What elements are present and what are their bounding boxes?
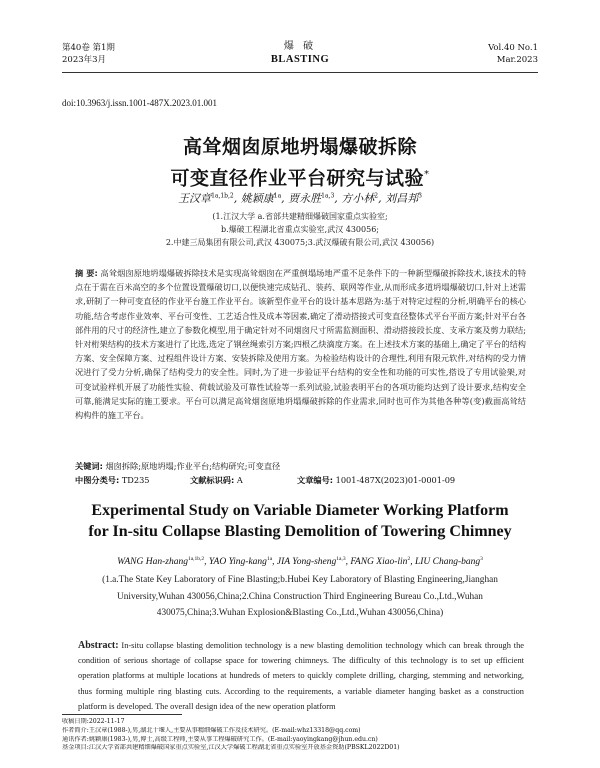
fund-mark: * xyxy=(424,169,430,180)
author-cn: 王汉章 xyxy=(178,192,212,205)
title-en-line2: for In-situ Collapse Blasting Demolition of Towering Chimney xyxy=(88,523,512,540)
doc-code-label: 文献标识码: xyxy=(190,475,235,485)
doc-code-value: A xyxy=(236,475,243,485)
author-cn: 刘昌邦 xyxy=(385,192,419,205)
abstract-en-label: Abstract: xyxy=(78,640,119,651)
footnote-funding: 基金项目:江汉大学省部共建精细爆破国家重点实验室,江汉大学爆破工程湖北省重点实验室开放基金资助(PBSKL2022D01) xyxy=(62,744,400,752)
author-en: WANG Han-zhang xyxy=(117,557,188,568)
author-cn: 姚颖康 xyxy=(240,192,274,205)
volume-issue-cn: 第40卷 第1期 xyxy=(62,43,115,53)
author-affil-sup: 1a xyxy=(266,556,273,562)
date-cn: 2023年3月 xyxy=(62,55,107,65)
author-affil-sup: 1a,3 xyxy=(336,556,346,562)
footnotes xyxy=(62,718,552,753)
authors-en: WANG Han-zhang$^{1a,1b,2}$, YAO Ying-kang$^{1a}$, JIA Yong-sheng$^{1a,3}$, FANG Xiao-lin$^2$, LIU Chang-bang$^3$ xyxy=(117,556,483,568)
footnote-received: 收稿日期:2022-11-17 xyxy=(62,718,125,725)
author-cn: 方小林 xyxy=(341,192,375,205)
author-affil-sup: 1a xyxy=(273,192,282,200)
author-en: YAO Ying-kang xyxy=(208,557,267,568)
keywords-cn-text: 烟囱拆除;原地坍塌;作业平台;结构研究;可变直径 xyxy=(105,461,281,471)
keywords-cn-label: 关键词: xyxy=(75,461,103,471)
author-affil-sup: 2 xyxy=(374,192,379,200)
author-affil-sup: 3 xyxy=(480,556,483,562)
affiliations-en: (1.a.The State Key Laboratory of Fine Blasting;b.Hubei Key Laboratory of Blasting Engineering,Jianghan University,Wuhan 430056,China;2.China Construction Third Engineering Bureau Co.,Ltd.,Wuhan 430075,China;3.Wuhan Explosion&Blasting Co.,Ltd.,Wuhan 430056,China) xyxy=(102,575,498,618)
abstract-en-text: In-situ collapse blasting demolition technology is a new blasting demolition technology which can break through the condition of serious shortage of collapse space for towering chimneys. The difficulty of this technology is to set up efficient operation platforms at multiple locations at hundreds of meters to quickly complete drilling, charging, stemming and networking, thus forming multiple ring blasting cuts. According to the requirements, a variable diameter hanging basket as a construction platform is developed. The overall design idea of the new operation platform xyxy=(78,641,525,711)
title-cn-line2: 可变直径作业平台研究与试验 xyxy=(170,167,424,190)
clc-label: 中图分类号: xyxy=(75,475,120,485)
affiliation-line: b.爆破工程湖北省重点实验室,武汉 430056; xyxy=(221,225,379,234)
abstract-cn-label: 摘 要: xyxy=(75,268,98,278)
author-affil-sup: 3 xyxy=(418,192,422,200)
keywords-cn xyxy=(75,461,280,472)
header-divider xyxy=(62,72,538,73)
author-cn: 贾永胜 xyxy=(288,192,322,205)
article-no-label: 文章编号: xyxy=(297,475,334,485)
affiliations-cn xyxy=(0,210,600,249)
abstract-cn-text: 高耸烟囱原地坍塌爆破拆除技术是实现高耸烟囱在严重倒塌场地严重不足条件下的一种新型爆破拆除技术,该技术的特点在于需在百米高空的多个位置设置爆破切口,以便快速完成钻孔、装药、联网等作业,从而形成多道坍塌爆破切口,针对上述需求,研制了一种可变直径的作业平台施工作业平台。该新型作业平台的设计基本思路为:基于对特定过程的分析,明确平台的核心功能,结合考虑作业效率、平台可变性、工艺适合性及成本等因素,确定了滑动搭接式可变直径整体式平台平面方案;针对平台各部件用的尺寸的经济性,建立了参数化模型,用于确定针对不同烟囱尺寸所需监测面积、滑动搭接段长度、支承方案及剪力联结;针对桁架结构的技术方案进行了比选,选定了钢丝绳索引方案;四根乙炔滴度方案。在上述技术方案的基础上,确定了平台的结构方案、安全保障方案、过程组件设计方案、安装拆除及使用方案。为检验结构设计的合理性,利用有限元软件,对结构的受力情况进行了受力分析,确保了结构受力的安全性。同时,为了进一步验证平台结构的安全性和功能的可实性,搭设了专用试验架,对可变试验样机开展了功能性实验、荷载试验及可靠性试验等一系列试验,试验表明平台的各项功能均达到了设计要求,结构安全可靠,能满足实际的施工要求。平台可以满足高耸烟囱原地坍塌爆破拆除的作业需求,同时也可作为其他各种等(变)截面高耸结构构件的施工平台。 xyxy=(75,268,527,421)
article-no-value: 1001-487X(2023)01-0001-09 xyxy=(335,475,456,485)
author-en: JIA Yong-sheng xyxy=(276,557,337,568)
authors-cn: 王汉章$^{1a,1b,2}$, 姚颖康$^{1a}$, 贾永胜$^{1a,3}$, 方小林$^2$, 刘昌邦$^3$ xyxy=(178,192,422,205)
title-en xyxy=(0,500,600,542)
volume-issue-en: Vol.40 No.1 xyxy=(488,43,538,53)
footnote-corresponding: 通讯作者:姚颖康(1983-),男,博士,高级工程师,主要从事工程爆破研究工作。(E-mail:yaoyingkang@jhun.edu.cn) xyxy=(62,735,378,743)
journal-name-en: BLASTING xyxy=(270,54,330,65)
author-affil-sup: 1a,1b,2 xyxy=(187,556,205,562)
author-affil-sup: 1a,3 xyxy=(321,192,335,200)
author-en: LIU Chang-bang xyxy=(414,557,481,568)
affiliation-line: (1.江汉大学 a.省部共建精细爆破国家重点实验室; xyxy=(212,212,388,221)
journal-name-cn: 爆 破 xyxy=(283,41,317,52)
title-cn xyxy=(0,134,600,192)
footnote-divider xyxy=(62,714,182,715)
doi[interactable]: doi:10.3963/j.issn.1001-487X.2023.01.001 xyxy=(62,98,218,108)
author-affil-sup: 2 xyxy=(407,556,411,562)
title-en-line1: Experimental Study on Variable Diameter Working Platform xyxy=(91,502,509,519)
author-en: FANG Xiao-lin xyxy=(350,557,408,568)
clc-value: TD235 xyxy=(121,475,150,485)
abstract-en xyxy=(78,638,524,714)
header-right xyxy=(488,42,538,66)
affiliation-line: 2.中建三局集团有限公司,武汉 430075;3.武汉爆破有限公司,武汉 430056) xyxy=(165,238,435,247)
title-cn-line1: 高耸烟囱原地坍塌爆破拆除 xyxy=(182,136,417,158)
date-en: Mar.2023 xyxy=(496,55,538,65)
author-affil-sup: 1a,1b,2 xyxy=(211,192,234,200)
footnote-author: 作者简介:王汉章(1988-),男,湖北十堰人,主要从事精细爆破工作及技术研究。(E-mail:whz13318@qq.com) xyxy=(62,726,361,734)
abstract-cn xyxy=(75,266,526,422)
